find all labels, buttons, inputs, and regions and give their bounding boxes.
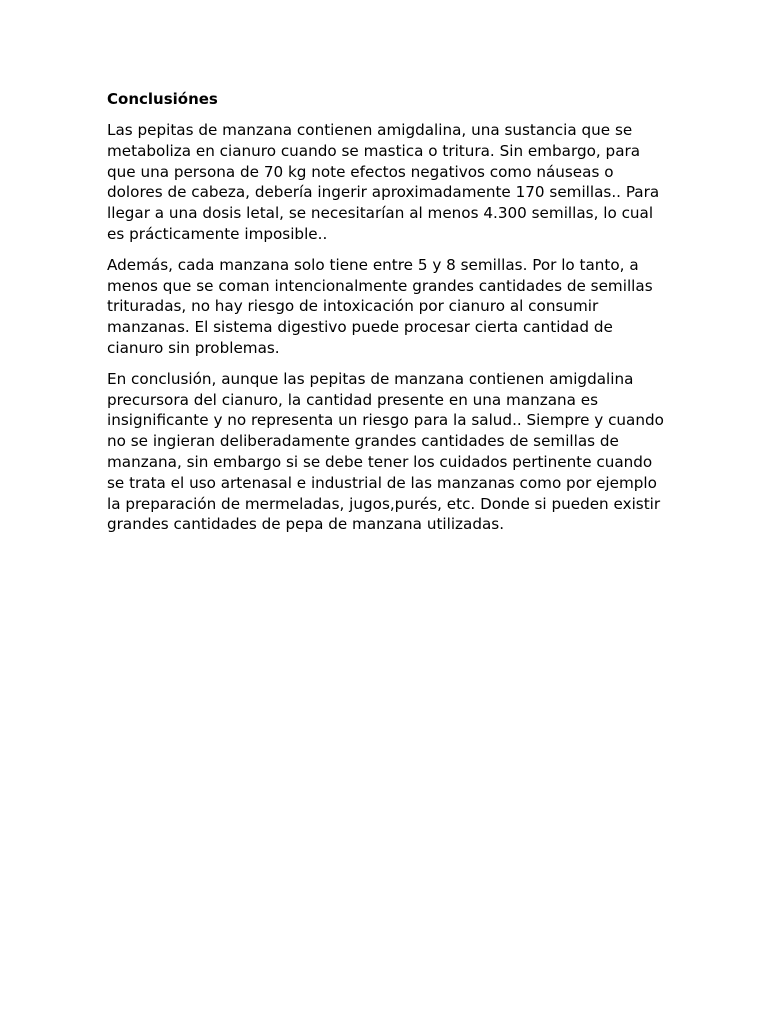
paragraph-3: En conclusión, aunque las pepitas de manzana contienen amigdalina precursora del cianuro, la cantidad presente en una manzana es insignificante y no representa un riesgo para la salud.. Siempre y cuando no se ingieran deliberadamente grandes cantidades de semillas de manzana, sin embargo si se debe tener los cuidados pertinente cuando se trata el uso artenasal e industrial de las manzanas como por ejemplo la preparación de mermeladas, jugos,purés, etc. Donde si pueden existir grandes cantidades de pepa de manzana utilizadas. xyxy=(107,369,664,534)
document-page xyxy=(107,89,667,545)
paragraph-2: Además, cada manzana solo tiene entre 5 y 8 semillas. Por lo tanto, a menos que se coman intencionalmente grandes cantidades de semillas trituradas, no hay riesgo de intoxicación por cianuro al consumir manzanas. El sistema digestivo puede procesar cierta cantidad de cianuro sin problemas. xyxy=(107,255,653,357)
document-heading: Conclusiónes xyxy=(107,90,218,108)
paragraph-1: Las pepitas de manzana contienen amigdalina, una sustancia que se metaboliza en cianuro cuando se mastica o tritura. Sin embargo, para que una persona de 70 kg note efectos negativos como náuseas o dolores de cabeza, debería ingerir aproximadamente 170 semillas.. Para llegar a una dosis letal, se necesitarían al menos 4.300 semillas, lo cual es prácticamente imposible.. xyxy=(107,121,660,243)
